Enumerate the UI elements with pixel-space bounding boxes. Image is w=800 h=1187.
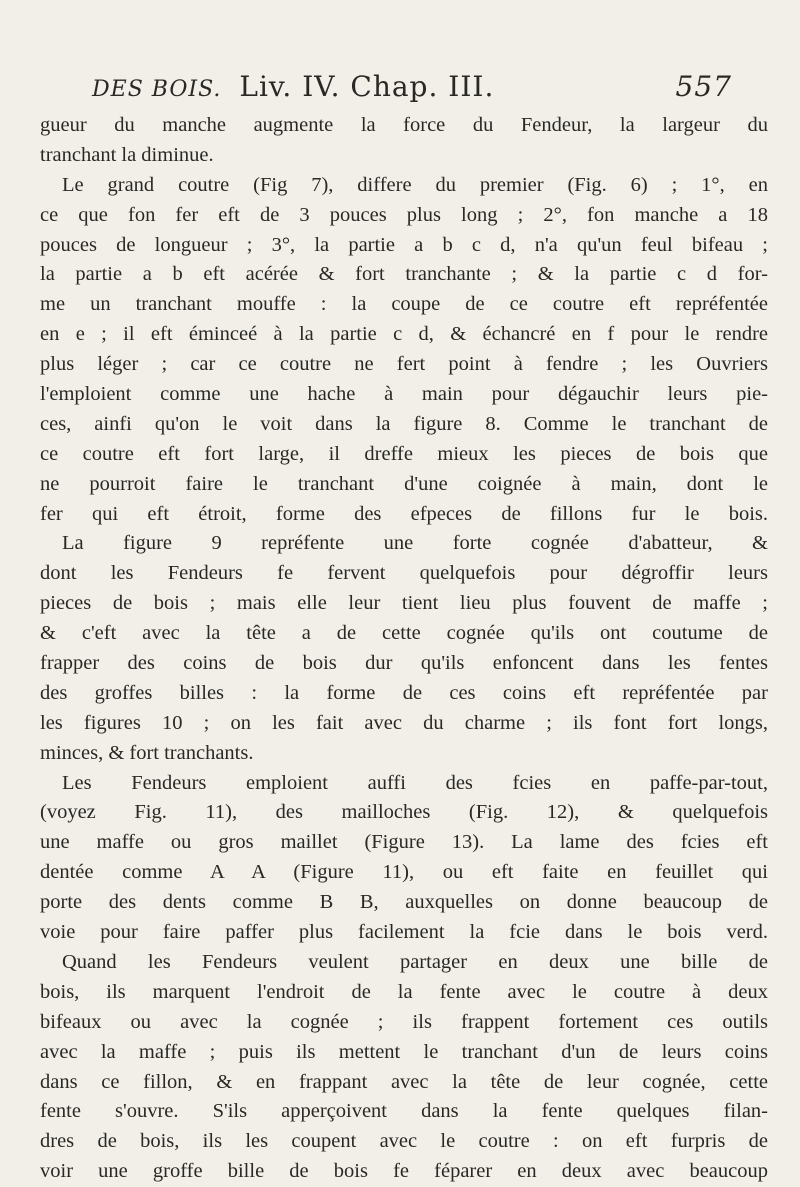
text-line: bois, ils marquent l'endroit de la fente avec le coutre à deux [40,980,768,1003]
text-line: la partie a b eft acérée & fort tranchante ; & la partie c d for- [40,263,768,286]
text-line: en e ; il eft éminceé à la partie c d, & échancré en f pour le rendre [40,323,768,346]
page-number: 557 [675,70,732,103]
text-line: me un tranchant mouffe : la coupe de ce coutre eft repréfentée [40,293,768,316]
text-line: voie pour faire paffer plus facilement la fcie dans le bois verd. [40,921,768,944]
text-line: Le grand coutre (Fig 7), differe du premier (Fig. 6) ; 1°, en [62,173,768,196]
text-line: Quand les Fendeurs veulent partager en deux une bille de [62,950,768,973]
text-line: pouces de longueur ; 3°, la partie a b c d, n'a qu'un feul bifeau ; [40,233,768,256]
text-line: ne pourroit faire le tranchant d'une coignée à main, dont le [40,472,768,495]
text-line: & c'eft avec la tête a de cette cognée qu'ils ont coutume de [40,622,768,645]
text-line: (voyez Fig. 11), des mailloches (Fig. 12), & quelquefois [40,801,768,824]
text-line: bifeaux ou avec la cognée ; ils frappent fortement ces outils [40,1010,768,1033]
text-line: ce que fon fer eft de 3 pouces plus long ; 2°, fon manche a 18 [40,203,768,226]
text-line: dentée comme A A (Figure 11), ou eft faite en feuillet qui [40,861,768,884]
text-line: ces, ainfi qu'on le voit dans la figure 8. Comme le tranchant de [40,412,768,435]
text-line: une maffe ou gros maillet (Figure 13). La lame des fcies eft [40,831,768,854]
text-line: plus léger ; car ce coutre ne fert point à fendre ; les Ouvriers [40,353,768,376]
text-line: porte des dents comme B B, auxquelles on donne beaucoup de [40,891,768,914]
text-line: frapper des coins de bois dur qu'ils enfoncent dans les fentes [40,652,768,675]
text-line: ce coutre eft fort large, il dreffe mieux les pieces de bois que [40,442,768,465]
text-line: les figures 10 ; on les fait avec du charme ; ils font fort longs, [40,711,768,734]
text-line: La figure 9 repréfente une forte cognée d'abatteur, & [62,532,768,555]
body-text [40,111,768,1187]
text-line: tranchant la diminue. [40,143,214,166]
text-line: pieces de bois ; mais elle leur tient lieu plus fouvent de maffe ; [40,592,768,615]
header-left-title: DES BOIS. [92,77,222,102]
text-line: fente s'ouvre. S'ils apperçoivent dans la fente quelques filan- [40,1100,768,1123]
header-chapter: Liv. IV. Chap. III. [239,70,495,103]
text-line: dont les Fendeurs fe fervent quelquefois pour dégroffir leurs [40,562,768,585]
text-line: avec la maffe ; puis ils mettent le tranchant d'un de leurs coins [40,1040,768,1063]
text-line: dres de bois, ils les coupent avec le coutre : on eft furpris de [40,1130,768,1153]
text-line: gueur du manche augmente la force du Fendeur, la largeur du [40,114,768,136]
text-line: Les Fendeurs emploient auffi des fcies en paffe-par-tout, [62,771,768,794]
text-line: des groffes billes : la forme de ces coins eft repréfentée par [40,681,768,704]
running-header [92,70,732,103]
text-line: minces, & fort tranchants. [40,741,254,764]
text-line: dans ce fillon, & en frappant avec la tête de leur cognée, cette [40,1070,768,1093]
text-line: l'emploient comme une hache à main pour dégauchir leurs pie- [40,383,768,406]
text-line: fer qui eft étroit, forme des efpeces de fillons fur le bois. [40,502,768,525]
text-line: voir une groffe bille de bois fe féparer en deux avec beaucoup [40,1160,768,1183]
